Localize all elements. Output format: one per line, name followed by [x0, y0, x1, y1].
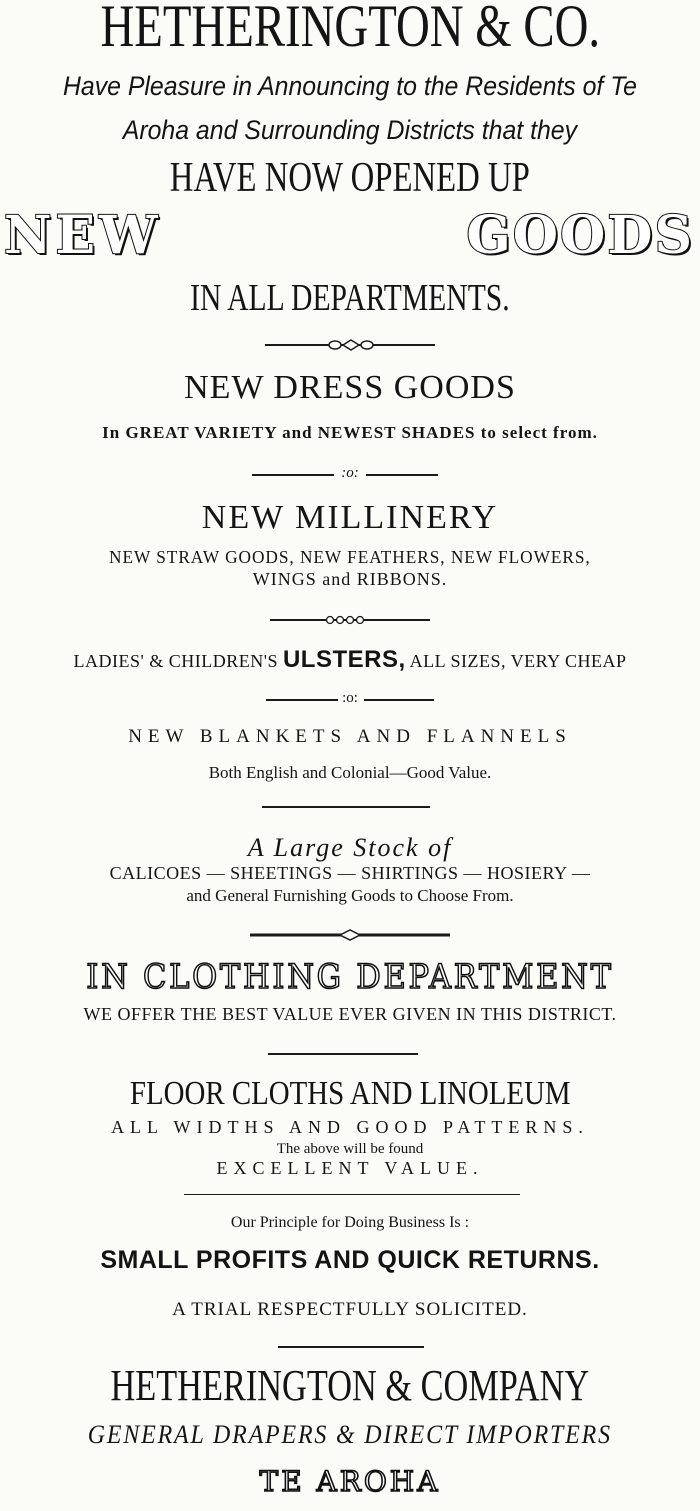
ulsters-prefix: LADIES' & CHILDREN'S	[73, 651, 278, 671]
separator-rule-right	[366, 474, 438, 476]
goods-word-display: GOODS	[466, 205, 694, 266]
principle-intro: Our Principle for Doing Business Is :	[230, 1214, 470, 1231]
ulsters-line	[0, 646, 700, 675]
announcement-line-1: Have Pleasure in Announcing to the Residents of Te	[63, 71, 637, 101]
departments-heading: IN ALL DEPARTMENTS.	[190, 277, 510, 319]
divider-rule	[278, 1346, 424, 1348]
announcement-line-2: Aroha and Surrounding Districts that they	[122, 115, 578, 145]
colon-separator: :o:	[341, 465, 359, 481]
clothing-heading: IN CLOTHING DEPARTMENT	[86, 957, 614, 997]
divider-rule	[262, 806, 430, 808]
stock-detail: and General Furnishing Goods to Choose From.	[186, 886, 514, 905]
divider-rule	[184, 1194, 520, 1195]
trial-solicited: A TRIAL RESPECTFULLY SOLICITED.	[172, 1299, 528, 1320]
floor-line-2: The above will be found	[276, 1141, 424, 1157]
stock-items: CALICOES — SHEETINGS — SHIRTINGS — HOSIERY —	[109, 863, 591, 883]
town-name: TE AROHA	[259, 1465, 441, 1498]
floor-heading: FLOOR CLOTHS AND LINOLEUM	[129, 1075, 571, 1112]
dress-goods-detail: In GREAT VARIETY and NEWEST SHADES to select from.	[102, 423, 598, 442]
ornament-divider	[250, 928, 450, 942]
ornament-divider	[270, 614, 430, 626]
dress-goods-heading: NEW DRESS GOODS	[184, 369, 516, 406]
colon-separator: :o:	[342, 690, 358, 706]
ornament-divider	[265, 338, 435, 352]
clothing-detail: WE OFFER THE BEST VALUE EVER GIVEN IN THIS DISTRICT.	[83, 1004, 617, 1024]
firm-name-title: HETHERINGTON & CO.	[100, 0, 600, 59]
millinery-line-2: WINGS and RIBBONS.	[252, 569, 448, 589]
new-word-display: NEW	[4, 205, 162, 266]
millinery-line-1: NEW STRAW GOODS, NEW FEATHERS, NEW FLOWERS,	[109, 547, 591, 567]
blankets-detail: Both English and Colonial—Good Value.	[208, 763, 492, 782]
floor-line-1: ALL WIDTHS AND GOOD PATTERNS.	[111, 1117, 589, 1137]
opened-up-heading: HAVE NOW OPENED UP	[169, 155, 531, 201]
trade-description: GENERAL DRAPERS & DIRECT IMPORTERS	[87, 1420, 613, 1449]
company-name: HETHERINGTON & COMPANY	[110, 1361, 590, 1410]
ulsters-highlight: ULSTERS,	[282, 646, 406, 673]
principle-motto: SMALL PROFITS AND QUICK RETURNS.	[100, 1246, 600, 1274]
ulsters-suffix: ALL SIZES, VERY CHEAP	[409, 651, 627, 671]
separator-rule-right	[364, 699, 434, 701]
millinery-heading: NEW MILLINERY	[201, 499, 499, 536]
stock-intro: A Large Stock of	[247, 833, 453, 862]
floor-line-3: EXCELLENT VALUE.	[216, 1158, 484, 1178]
blankets-heading: NEW BLANKETS AND FLANNELS	[128, 726, 572, 747]
divider-rule	[268, 1053, 418, 1055]
